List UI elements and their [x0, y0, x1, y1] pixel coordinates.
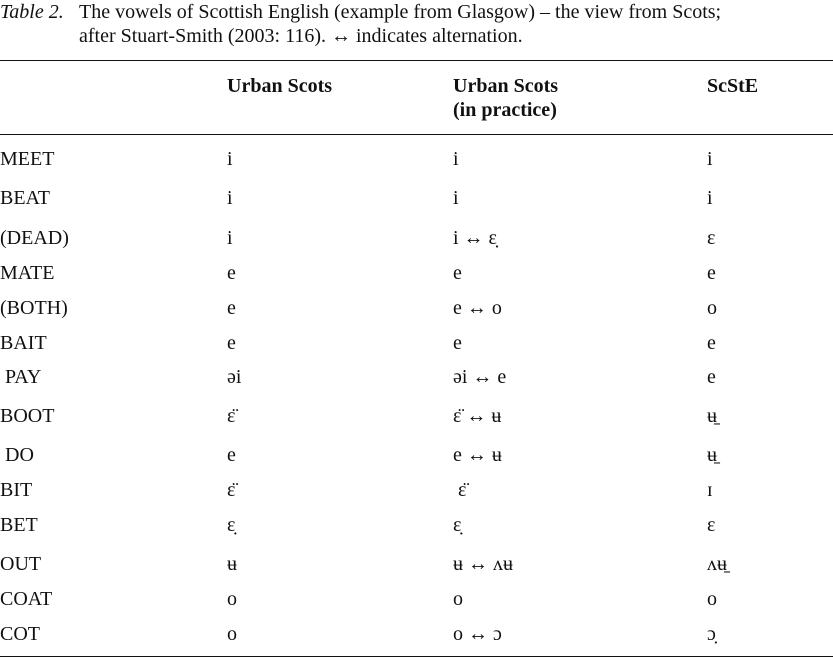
cell-urban-scots-practice: e ↔ o — [453, 297, 502, 319]
cell-lexical-set: PAY — [0, 366, 42, 388]
table-row — [0, 401, 833, 431]
table-label: Table 2. — [0, 1, 64, 23]
cell-lexical-set: BOOT — [0, 405, 55, 427]
cell-lexical-set: MATE — [0, 262, 55, 284]
cell-urban-scots: i — [227, 148, 233, 170]
cell-urban-scots-practice: əi ↔ e — [453, 366, 507, 388]
cell-urban-scots: e — [227, 332, 236, 354]
header-scste-label: ScStE — [707, 75, 759, 97]
cell-urban-scots: ʉ — [227, 553, 237, 575]
table-row — [0, 475, 833, 505]
cell-scste: e — [707, 332, 716, 354]
cell-urban-scots-practice: e — [453, 262, 462, 284]
caption-line-2: after Stuart-Smith (2003: 116). ↔ indicates alternation. — [79, 25, 523, 47]
cell-scste: e — [707, 262, 716, 284]
cell-urban-scots-practice: ɛ̣ — [453, 514, 462, 536]
cell-lexical-set: DO — [0, 444, 34, 466]
cell-lexical-set: BEAT — [0, 187, 50, 209]
table-row — [0, 223, 833, 253]
cell-urban-scots-practice: i — [453, 187, 459, 209]
header-practice-line-2: (in practice) — [453, 99, 557, 121]
cell-urban-scots: i — [227, 187, 233, 209]
cell-scste: ɪ — [707, 479, 713, 501]
table-row — [0, 144, 833, 174]
cell-urban-scots: e — [227, 444, 236, 466]
header-practice-line-1: Urban Scots — [453, 75, 559, 97]
cell-urban-scots: e — [227, 262, 236, 284]
cell-scste: ʉ̠ — [707, 444, 717, 466]
caption-line-1: The vowels of Scottish English (example from Glasgow) – the view from Scots; — [79, 1, 722, 23]
cell-urban-scots-practice: o ↔ ɔ — [453, 623, 502, 645]
cell-urban-scots-practice: e — [453, 332, 462, 354]
cell-scste: e — [707, 366, 716, 388]
header-scste — [707, 74, 758, 98]
cell-scste: ʌʉ̠ — [707, 553, 727, 575]
table-top-rule — [0, 60, 833, 61]
cell-scste: o — [707, 297, 717, 319]
cell-urban-scots: i — [227, 227, 233, 249]
table-row — [0, 183, 833, 213]
cell-lexical-set: BET — [0, 514, 38, 536]
cell-scste: ʉ̠ — [707, 405, 717, 427]
table-row — [0, 549, 833, 579]
cell-scste: ɔ̣ — [707, 623, 716, 645]
table-bottom-rule — [0, 656, 833, 657]
cell-urban-scots-practice: i ↔ ɛ̣ — [453, 227, 497, 249]
cell-lexical-set: (BOTH) — [0, 297, 68, 319]
cell-urban-scots: ɛ̈ — [227, 479, 236, 501]
table-row — [0, 440, 833, 470]
cell-scste: ɛ — [707, 514, 716, 536]
table-row — [0, 293, 833, 323]
cell-scste: i — [707, 148, 713, 170]
cell-urban-scots-practice: ʉ ↔ ʌʉ — [453, 553, 513, 575]
cell-urban-scots: ɛ̣ — [227, 514, 236, 536]
cell-lexical-set: COAT — [0, 588, 53, 610]
cell-scste: ɛ — [707, 227, 716, 249]
table-row — [0, 510, 833, 540]
cell-urban-scots-practice: e ↔ ʉ — [453, 444, 502, 466]
cell-lexical-set: (DEAD) — [0, 227, 69, 249]
table-row — [0, 328, 833, 358]
header-urban-scots-practice — [453, 74, 558, 122]
table-row — [0, 584, 833, 614]
cell-urban-scots: o — [227, 623, 237, 645]
cell-urban-scots-practice: ɛ̈ — [453, 479, 467, 501]
table-row — [0, 258, 833, 288]
cell-lexical-set: OUT — [0, 553, 42, 575]
table-row — [0, 619, 833, 649]
header-urban-scots — [227, 74, 332, 98]
table-row — [0, 362, 833, 392]
cell-lexical-set: COT — [0, 623, 40, 645]
cell-urban-scots: əi — [227, 366, 242, 388]
cell-urban-scots: ɛ̈ — [227, 405, 236, 427]
header-urban-scots-label: Urban Scots — [227, 75, 333, 97]
cell-urban-scots-practice: o — [453, 588, 463, 610]
cell-scste: o — [707, 588, 717, 610]
table-header-rule — [0, 134, 833, 135]
cell-scste: i — [707, 187, 713, 209]
cell-urban-scots: e — [227, 297, 236, 319]
cell-urban-scots: o — [227, 588, 237, 610]
cell-lexical-set: BIT — [0, 479, 33, 501]
cell-urban-scots-practice: ɛ̈ ↔ ʉ — [453, 405, 502, 427]
cell-lexical-set: BAIT — [0, 332, 47, 354]
cell-lexical-set: MEET — [0, 148, 55, 170]
cell-urban-scots-practice: i — [453, 148, 459, 170]
